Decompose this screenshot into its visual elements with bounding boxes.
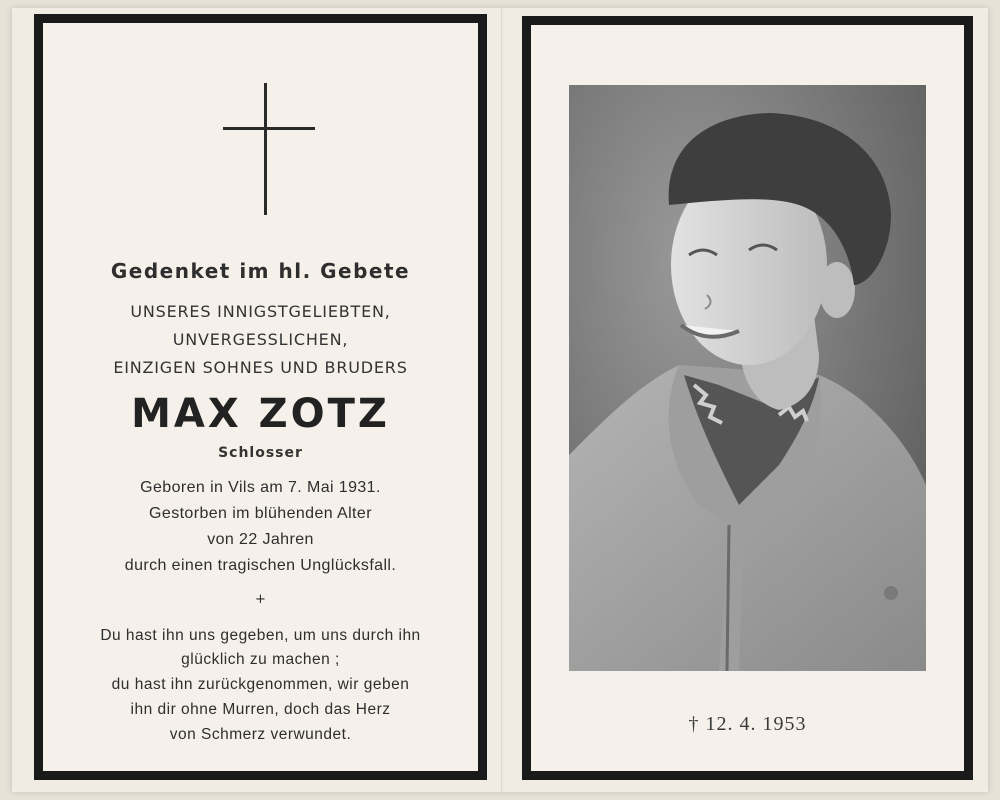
heading: Gedenket im hl. Gebete — [110, 259, 411, 283]
deceased-name: MAX ZOTZ — [131, 391, 390, 437]
verse-line: du hast ihn zurückgenommen, wir geben — [111, 676, 410, 693]
cross-icon — [211, 83, 311, 223]
occupation: Schlosser — [218, 445, 303, 461]
verse-line: von Schmerz verwundet. — [169, 726, 352, 743]
verse-line: Du hast ihn uns gegeben, um uns durch ihn — [100, 627, 421, 644]
subtitle-line: UNVERGESSLICHEN, — [172, 330, 349, 349]
text-panel — [34, 14, 487, 780]
verse-line: glücklich zu machen ; — [181, 651, 340, 668]
verse-line: ihn dir ohne Murren, doch das Herz — [130, 701, 391, 718]
death-date: † 12. 4. 1953 — [688, 713, 807, 735]
bio-line: durch einen tragischen Unglücksfall. — [124, 557, 397, 574]
separator-cross: + — [255, 592, 266, 607]
subtitle-line: EINZIGEN SOHNES UND BRUDERS — [113, 358, 408, 377]
card-fold — [501, 8, 503, 792]
memorial-card — [12, 8, 988, 792]
photo-panel — [522, 16, 973, 780]
portrait-photo — [569, 85, 926, 671]
bio-line: Geboren in Vils am 7. Mai 1931. — [140, 479, 381, 496]
bio-line: von 22 Jahren — [207, 531, 314, 548]
bio-line: Gestorben im blühenden Alter — [149, 505, 372, 522]
subtitle-line: UNSERES INNIGSTGELIEBTEN, — [130, 302, 391, 321]
